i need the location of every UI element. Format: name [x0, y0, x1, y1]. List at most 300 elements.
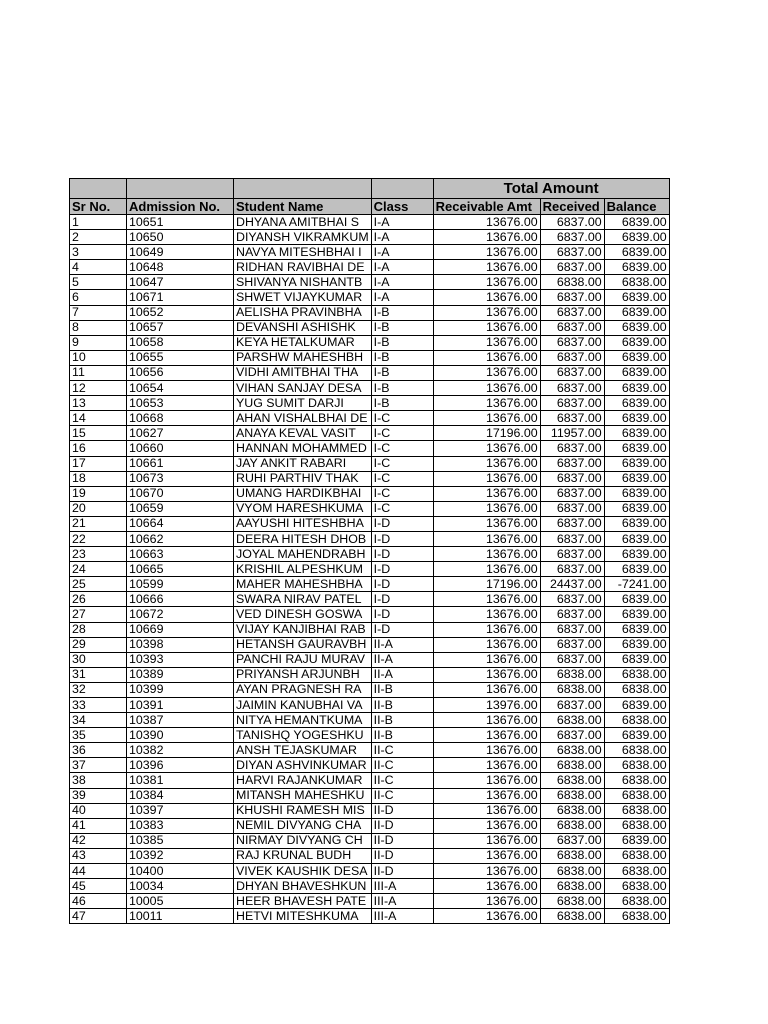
sr-no-cell: 7	[70, 305, 127, 320]
sr-no-cell: 16	[70, 441, 127, 456]
admission-no-cell: 10661	[127, 456, 234, 471]
received-cell: 6837.00	[540, 833, 604, 848]
table-row	[70, 758, 670, 773]
class-cell: II-C	[371, 788, 433, 803]
header-blank-cell	[371, 179, 433, 199]
sr-no-cell: 9	[70, 335, 127, 350]
balance-cell: 6839.00	[604, 305, 669, 320]
balance-cell: 6839.00	[604, 320, 669, 335]
balance-cell: 6839.00	[604, 290, 669, 305]
class-cell: II-D	[371, 803, 433, 818]
receivable-amt-cell: 13676.00	[433, 230, 540, 245]
sr-no-cell: 3	[70, 245, 127, 260]
sr-no-cell: 20	[70, 501, 127, 516]
received-cell: 6838.00	[540, 667, 604, 682]
received-cell: 6837.00	[540, 245, 604, 260]
table-row	[70, 622, 670, 637]
admission-no-cell: 10393	[127, 652, 234, 667]
student-name-cell: SWARA NIRAV PATEL	[234, 592, 372, 607]
balance-cell: 6839.00	[604, 335, 669, 350]
receivable-amt-cell: 13676.00	[433, 879, 540, 894]
admission-no-cell: 10382	[127, 743, 234, 758]
sr-no-cell: 31	[70, 667, 127, 682]
admission-no-cell: 10652	[127, 305, 234, 320]
received-cell: 6837.00	[540, 637, 604, 652]
student-name-cell: VYOM HARESHKUMA	[234, 501, 372, 516]
student-name-cell: JOYAL MAHENDRABH	[234, 547, 372, 562]
student-name-cell: KEYA HETALKUMAR	[234, 335, 372, 350]
student-name-cell: HARVI RAJANKUMAR	[234, 773, 372, 788]
class-cell: I-C	[371, 501, 433, 516]
sr-no-cell: 13	[70, 396, 127, 411]
receivable-amt-cell: 13676.00	[433, 667, 540, 682]
received-cell: 11957.00	[540, 426, 604, 441]
received-cell: 6837.00	[540, 215, 604, 230]
student-name-cell: UMANG HARDIKBHAI	[234, 486, 372, 501]
table-body	[70, 215, 670, 924]
received-cell: 6837.00	[540, 305, 604, 320]
received-cell: 6838.00	[540, 909, 604, 924]
balance-cell: 6839.00	[604, 501, 669, 516]
student-name-cell: SHIVANYA NISHANTB	[234, 275, 372, 290]
balance-cell: 6838.00	[604, 818, 669, 833]
receivable-amt-cell: 13676.00	[433, 652, 540, 667]
class-cell: II-D	[371, 848, 433, 863]
receivable-amt-cell: 13676.00	[433, 381, 540, 396]
received-cell: 6838.00	[540, 894, 604, 909]
table-row	[70, 713, 670, 728]
sr-no-cell: 32	[70, 682, 127, 697]
table-row	[70, 396, 670, 411]
received-cell: 6837.00	[540, 396, 604, 411]
class-cell: II-B	[371, 713, 433, 728]
balance-cell: 6839.00	[604, 260, 669, 275]
balance-cell: 6839.00	[604, 230, 669, 245]
sr-no-cell: 15	[70, 426, 127, 441]
sr-no-cell: 11	[70, 365, 127, 380]
receivable-amt-cell: 13676.00	[433, 275, 540, 290]
class-cell: II-B	[371, 682, 433, 697]
table-row	[70, 215, 670, 230]
student-name-cell: DIYAN ASHVINKUMAR	[234, 758, 372, 773]
sr-no-cell: 30	[70, 652, 127, 667]
balance-cell: 6838.00	[604, 275, 669, 290]
class-cell: I-B	[371, 320, 433, 335]
sr-no-cell: 17	[70, 456, 127, 471]
table-row	[70, 803, 670, 818]
column-header-student-name: Student Name	[234, 199, 372, 215]
receivable-amt-cell: 13676.00	[433, 788, 540, 803]
sr-no-cell: 12	[70, 381, 127, 396]
received-cell: 6837.00	[540, 456, 604, 471]
admission-no-cell: 10396	[127, 758, 234, 773]
table-row	[70, 547, 670, 562]
admission-no-cell: 10005	[127, 894, 234, 909]
received-cell: 6837.00	[540, 698, 604, 713]
receivable-amt-cell: 13676.00	[433, 365, 540, 380]
admission-no-cell: 10655	[127, 350, 234, 365]
class-cell: I-A	[371, 215, 433, 230]
sr-no-cell: 27	[70, 607, 127, 622]
received-cell: 6837.00	[540, 562, 604, 577]
admission-no-cell: 10648	[127, 260, 234, 275]
sr-no-cell: 22	[70, 531, 127, 546]
student-name-cell: JAIMIN KANUBHAI VA	[234, 698, 372, 713]
balance-cell: 6838.00	[604, 682, 669, 697]
class-cell: III-A	[371, 909, 433, 924]
class-cell: II-C	[371, 758, 433, 773]
balance-cell: 6839.00	[604, 531, 669, 546]
receivable-amt-cell: 13676.00	[433, 320, 540, 335]
table-row	[70, 501, 670, 516]
sr-no-cell: 39	[70, 788, 127, 803]
student-name-cell: KHUSHI RAMESH MIS	[234, 803, 372, 818]
sr-no-cell: 40	[70, 803, 127, 818]
admission-no-cell: 10671	[127, 290, 234, 305]
received-cell: 6837.00	[540, 335, 604, 350]
class-cell: I-A	[371, 245, 433, 260]
student-name-cell: DHYANA AMITBHAI S	[234, 215, 372, 230]
balance-cell: 6839.00	[604, 607, 669, 622]
fee-balance-table	[69, 178, 670, 924]
balance-cell: 6839.00	[604, 516, 669, 531]
sr-no-cell: 6	[70, 290, 127, 305]
student-name-cell: MITANSH MAHESHKU	[234, 788, 372, 803]
student-name-cell: DEVANSHI ASHISHK	[234, 320, 372, 335]
table-row	[70, 426, 670, 441]
admission-no-cell: 10651	[127, 215, 234, 230]
header-blank-cell	[234, 179, 372, 199]
receivable-amt-cell: 13676.00	[433, 758, 540, 773]
column-header-balance: Balance	[604, 199, 669, 215]
receivable-amt-cell: 13676.00	[433, 441, 540, 456]
balance-cell: 6839.00	[604, 441, 669, 456]
admission-no-cell: 10658	[127, 335, 234, 350]
balance-cell: -7241.00	[604, 577, 669, 592]
balance-cell: 6839.00	[604, 471, 669, 486]
admission-no-cell: 10390	[127, 728, 234, 743]
student-name-cell: HEER BHAVESH PATE	[234, 894, 372, 909]
balance-cell: 6839.00	[604, 365, 669, 380]
table-row	[70, 290, 670, 305]
receivable-amt-cell: 13676.00	[433, 486, 540, 501]
table-row	[70, 682, 670, 697]
class-cell: I-B	[371, 350, 433, 365]
received-cell: 6837.00	[540, 486, 604, 501]
balance-cell: 6839.00	[604, 652, 669, 667]
admission-no-cell: 10381	[127, 773, 234, 788]
balance-cell: 6838.00	[604, 879, 669, 894]
sr-no-cell: 33	[70, 698, 127, 713]
received-cell: 6837.00	[540, 441, 604, 456]
received-cell: 6838.00	[540, 275, 604, 290]
admission-no-cell: 10647	[127, 275, 234, 290]
admission-no-cell: 10673	[127, 471, 234, 486]
sr-no-cell: 18	[70, 471, 127, 486]
balance-cell: 6838.00	[604, 667, 669, 682]
received-cell: 6838.00	[540, 788, 604, 803]
class-cell: I-D	[371, 577, 433, 592]
balance-cell: 6839.00	[604, 486, 669, 501]
class-cell: II-D	[371, 864, 433, 879]
class-cell: II-A	[371, 637, 433, 652]
class-cell: I-D	[371, 516, 433, 531]
balance-cell: 6839.00	[604, 350, 669, 365]
sr-no-cell: 45	[70, 879, 127, 894]
admission-no-cell: 10669	[127, 622, 234, 637]
received-cell: 6838.00	[540, 848, 604, 863]
student-name-cell: VIDHI AMITBHAI THA	[234, 365, 372, 380]
admission-no-cell: 10657	[127, 320, 234, 335]
receivable-amt-cell: 13676.00	[433, 713, 540, 728]
table-row	[70, 562, 670, 577]
received-cell: 6838.00	[540, 864, 604, 879]
received-cell: 6838.00	[540, 758, 604, 773]
receivable-amt-cell: 13676.00	[433, 215, 540, 230]
balance-cell: 6839.00	[604, 456, 669, 471]
table-row	[70, 577, 670, 592]
balance-cell: 6839.00	[604, 698, 669, 713]
receivable-amt-cell: 17196.00	[433, 577, 540, 592]
class-cell: I-C	[371, 486, 433, 501]
balance-cell: 6838.00	[604, 758, 669, 773]
table-row	[70, 531, 670, 546]
received-cell: 6837.00	[540, 652, 604, 667]
receivable-amt-cell: 13676.00	[433, 622, 540, 637]
balance-cell: 6839.00	[604, 622, 669, 637]
received-cell: 6837.00	[540, 350, 604, 365]
class-cell: I-D	[371, 607, 433, 622]
receivable-amt-cell: 13676.00	[433, 743, 540, 758]
sr-no-cell: 23	[70, 547, 127, 562]
admission-no-cell: 10400	[127, 864, 234, 879]
receivable-amt-cell: 13676.00	[433, 864, 540, 879]
received-cell: 6838.00	[540, 713, 604, 728]
admission-no-cell: 10387	[127, 713, 234, 728]
received-cell: 6837.00	[540, 516, 604, 531]
receivable-amt-cell: 13676.00	[433, 547, 540, 562]
student-name-cell: PARSHW MAHESHBH	[234, 350, 372, 365]
class-cell: II-C	[371, 773, 433, 788]
class-cell: I-D	[371, 547, 433, 562]
student-name-cell: MAHER MAHESHBHA	[234, 577, 372, 592]
sr-no-cell: 38	[70, 773, 127, 788]
admission-no-cell: 10670	[127, 486, 234, 501]
table-row	[70, 350, 670, 365]
column-header-admission-no: Admission No.	[127, 199, 234, 215]
received-cell: 6837.00	[540, 547, 604, 562]
received-cell: 6837.00	[540, 728, 604, 743]
admission-no-cell: 10398	[127, 637, 234, 652]
table-row	[70, 381, 670, 396]
sr-no-cell: 1	[70, 215, 127, 230]
balance-cell: 6839.00	[604, 215, 669, 230]
class-cell: I-A	[371, 290, 433, 305]
sr-no-cell: 41	[70, 818, 127, 833]
class-cell: I-A	[371, 260, 433, 275]
table-row	[70, 471, 670, 486]
balance-cell: 6839.00	[604, 728, 669, 743]
receivable-amt-cell: 13676.00	[433, 290, 540, 305]
student-name-cell: TANISHQ YOGESHKU	[234, 728, 372, 743]
table-row	[70, 864, 670, 879]
receivable-amt-cell: 13676.00	[433, 848, 540, 863]
receivable-amt-cell: 13676.00	[433, 728, 540, 743]
balance-cell: 6838.00	[604, 713, 669, 728]
admission-no-cell: 10662	[127, 531, 234, 546]
receivable-amt-cell: 13676.00	[433, 894, 540, 909]
received-cell: 6838.00	[540, 682, 604, 697]
receivable-amt-cell: 13676.00	[433, 471, 540, 486]
sr-no-cell: 36	[70, 743, 127, 758]
balance-cell: 6838.00	[604, 848, 669, 863]
student-name-cell: DIYANSH VIKRAMKUM	[234, 230, 372, 245]
admission-no-cell: 10011	[127, 909, 234, 924]
class-cell: I-B	[371, 396, 433, 411]
admission-no-cell: 10391	[127, 698, 234, 713]
balance-cell: 6838.00	[604, 909, 669, 924]
student-name-cell: YUG SUMIT DARJI	[234, 396, 372, 411]
student-name-cell: HETANSH GAURAVBH	[234, 637, 372, 652]
student-name-cell: AYAN PRAGNESH RA	[234, 682, 372, 697]
class-cell: II-B	[371, 698, 433, 713]
student-name-cell: NITYA HEMANTKUMA	[234, 713, 372, 728]
received-cell: 6837.00	[540, 501, 604, 516]
sr-no-cell: 2	[70, 230, 127, 245]
class-cell: I-D	[371, 622, 433, 637]
admission-no-cell: 10656	[127, 365, 234, 380]
class-cell: I-D	[371, 531, 433, 546]
student-name-cell: PANCHI RAJU MURAV	[234, 652, 372, 667]
class-cell: I-C	[371, 471, 433, 486]
table-row	[70, 230, 670, 245]
sr-no-cell: 25	[70, 577, 127, 592]
receivable-amt-cell: 13676.00	[433, 260, 540, 275]
table-row	[70, 833, 670, 848]
receivable-amt-cell: 13676.00	[433, 335, 540, 350]
header-blank-cell	[127, 179, 234, 199]
receivable-amt-cell: 13676.00	[433, 682, 540, 697]
admission-no-cell: 10672	[127, 607, 234, 622]
receivable-amt-cell: 13676.00	[433, 607, 540, 622]
table-row	[70, 275, 670, 290]
received-cell: 6837.00	[540, 365, 604, 380]
sr-no-cell: 21	[70, 516, 127, 531]
student-name-cell: AELISHA PRAVINBHA	[234, 305, 372, 320]
class-cell: I-C	[371, 441, 433, 456]
sr-no-cell: 8	[70, 320, 127, 335]
table-row	[70, 652, 670, 667]
balance-cell: 6839.00	[604, 592, 669, 607]
class-cell: I-B	[371, 305, 433, 320]
received-cell: 6837.00	[540, 230, 604, 245]
table-row	[70, 260, 670, 275]
sr-no-cell: 14	[70, 411, 127, 426]
receivable-amt-cell: 13676.00	[433, 637, 540, 652]
table-row	[70, 743, 670, 758]
header-blank-cell	[70, 179, 127, 199]
class-cell: I-B	[371, 335, 433, 350]
column-header-receivable-amt: Receivable Amt	[433, 199, 540, 215]
admission-no-cell: 10660	[127, 441, 234, 456]
balance-cell: 6839.00	[604, 411, 669, 426]
column-header-class: Class	[371, 199, 433, 215]
admission-no-cell: 10599	[127, 577, 234, 592]
receivable-amt-cell: 13676.00	[433, 305, 540, 320]
received-cell: 24437.00	[540, 577, 604, 592]
class-cell: I-A	[371, 230, 433, 245]
class-cell: II-A	[371, 652, 433, 667]
class-cell: II-D	[371, 833, 433, 848]
receivable-amt-cell: 13676.00	[433, 501, 540, 516]
class-cell: I-D	[371, 592, 433, 607]
table-row	[70, 305, 670, 320]
student-name-cell: VIJAY KANJIBHAI RAB	[234, 622, 372, 637]
received-cell: 6838.00	[540, 879, 604, 894]
table-row	[70, 698, 670, 713]
receivable-amt-cell: 13676.00	[433, 456, 540, 471]
table-row	[70, 728, 670, 743]
student-name-cell: JAY ANKIT RABARI	[234, 456, 372, 471]
table-row	[70, 411, 670, 426]
student-name-cell: PRIYANSH ARJUNBH	[234, 667, 372, 682]
receivable-amt-cell: 13676.00	[433, 245, 540, 260]
student-name-cell: VED DINESH GOSWA	[234, 607, 372, 622]
table-row	[70, 894, 670, 909]
admission-no-cell: 10389	[127, 667, 234, 682]
receivable-amt-cell: 13676.00	[433, 592, 540, 607]
sr-no-cell: 4	[70, 260, 127, 275]
receivable-amt-cell: 13676.00	[433, 531, 540, 546]
received-cell: 6838.00	[540, 803, 604, 818]
student-name-cell: AAYUSHI HITESHBHA	[234, 516, 372, 531]
balance-cell: 6839.00	[604, 426, 669, 441]
balance-cell: 6839.00	[604, 637, 669, 652]
sr-no-cell: 24	[70, 562, 127, 577]
balance-cell: 6838.00	[604, 743, 669, 758]
admission-no-cell: 10666	[127, 592, 234, 607]
table-row	[70, 879, 670, 894]
student-name-cell: VIHAN SANJAY DESA	[234, 381, 372, 396]
received-cell: 6838.00	[540, 743, 604, 758]
sr-no-cell: 44	[70, 864, 127, 879]
received-cell: 6838.00	[540, 818, 604, 833]
column-header-received: Received	[540, 199, 604, 215]
received-cell: 6837.00	[540, 320, 604, 335]
receivable-amt-cell: 13676.00	[433, 562, 540, 577]
receivable-amt-cell: 17196.00	[433, 426, 540, 441]
admission-no-cell: 10665	[127, 562, 234, 577]
receivable-amt-cell: 13676.00	[433, 803, 540, 818]
student-name-cell: SHWET VIJAYKUMAR	[234, 290, 372, 305]
receivable-amt-cell: 13676.00	[433, 350, 540, 365]
admission-no-cell: 10663	[127, 547, 234, 562]
received-cell: 6837.00	[540, 290, 604, 305]
class-cell: II-A	[371, 667, 433, 682]
table-row	[70, 365, 670, 380]
table-row	[70, 773, 670, 788]
admission-no-cell: 10664	[127, 516, 234, 531]
admission-no-cell: 10034	[127, 879, 234, 894]
admission-no-cell: 10385	[127, 833, 234, 848]
received-cell: 6837.00	[540, 260, 604, 275]
table-row	[70, 335, 670, 350]
sr-no-cell: 10	[70, 350, 127, 365]
admission-no-cell: 10649	[127, 245, 234, 260]
student-name-cell: RAJ KRUNAL BUDH	[234, 848, 372, 863]
table-row	[70, 441, 670, 456]
admission-no-cell: 10654	[127, 381, 234, 396]
